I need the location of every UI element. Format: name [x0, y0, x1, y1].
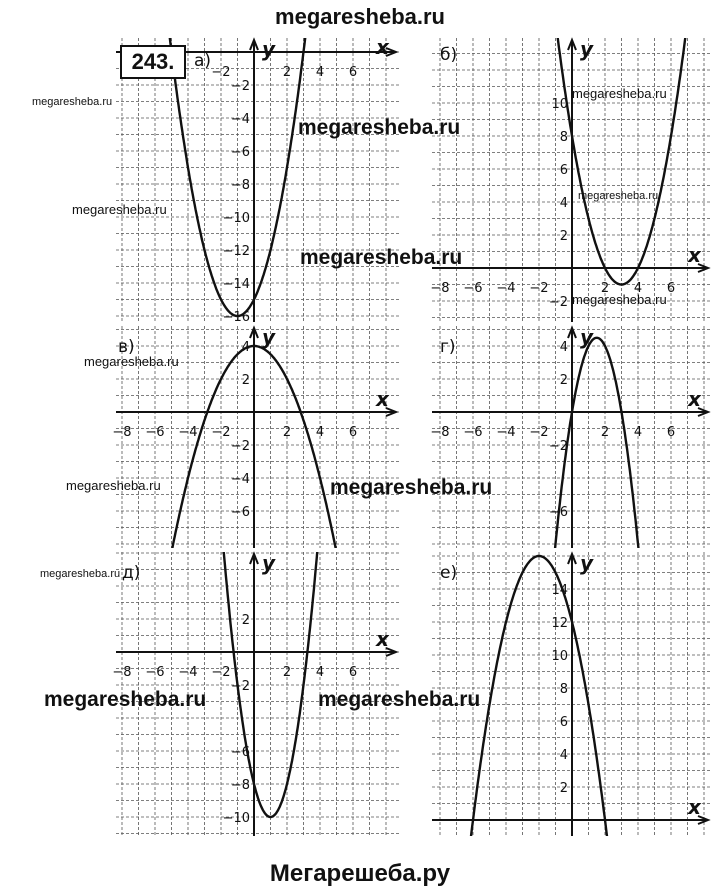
x-tick-label: 4 — [315, 425, 325, 440]
x-tick-label: 4 — [315, 65, 325, 80]
x-tick-label: 6 — [348, 425, 358, 440]
y-tick-label: −2 — [548, 295, 568, 310]
x-tick-label: 4 — [633, 281, 643, 296]
footer-site-title: Мегарешеба.ру — [269, 860, 451, 887]
watermark: megaresheba.ru — [66, 478, 161, 493]
watermark: megaresheba.ru — [40, 568, 121, 580]
x-axis-label: x — [376, 35, 389, 59]
panel-label: а) — [194, 51, 212, 71]
grid — [116, 38, 400, 322]
x-tick-label: −8 — [112, 425, 132, 440]
x-tick-label: 6 — [666, 425, 676, 440]
header-site-title: megaresheba.ru — [275, 4, 445, 29]
x-tick-label: 2 — [282, 665, 292, 680]
y-tick-label: 8 — [559, 682, 568, 697]
x-tick-label: −2 — [529, 425, 549, 440]
x-tick-label: 4 — [315, 665, 325, 680]
y-tick-label: 6 — [559, 163, 568, 178]
y-axis-label: y — [580, 37, 594, 61]
x-tick-label: −6 — [463, 425, 483, 440]
y-tick-label: 14 — [551, 583, 568, 598]
graph-panel — [112, 325, 400, 894]
axes — [116, 40, 396, 322]
panel-label: в) — [118, 337, 135, 357]
x-tick-label: −4 — [178, 425, 198, 440]
watermark: megaresheba.ru — [300, 246, 463, 269]
y-tick-label: −2 — [230, 79, 250, 94]
y-tick-label: 4 — [241, 340, 250, 355]
x-tick-label: −2 — [211, 425, 231, 440]
watermark: megaresheba.ru — [318, 688, 481, 711]
watermark: megaresheba.ru — [572, 292, 667, 307]
y-tick-label: 2 — [241, 613, 250, 628]
y-tick-label: 2 — [241, 373, 250, 388]
y-tick-label: 4 — [559, 748, 568, 763]
y-tick-label: −6 — [230, 505, 250, 520]
y-tick-label: −10 — [222, 211, 250, 226]
graph-panel — [432, 551, 712, 894]
y-tick-label: 12 — [551, 616, 568, 631]
x-tick-label: −6 — [145, 425, 165, 440]
panel-label: б) — [440, 45, 458, 65]
graph-panel — [430, 0, 712, 322]
y-tick-label: −4 — [230, 112, 250, 127]
x-tick-label: −8 — [112, 665, 132, 680]
y-tick-label: −6 — [230, 745, 250, 760]
x-tick-label: −6 — [145, 665, 165, 680]
x-tick-label: 6 — [348, 665, 358, 680]
y-tick-label: 8 — [559, 130, 568, 145]
y-tick-label: 2 — [559, 781, 568, 796]
y-tick-label: 4 — [559, 340, 568, 355]
x-tick-label: −2 — [211, 665, 231, 680]
x-tick-label: −8 — [430, 425, 450, 440]
x-tick-label: 2 — [600, 425, 610, 440]
y-tick-label: −12 — [222, 244, 250, 259]
x-axis-label: x — [688, 387, 701, 411]
watermark: megaresheba.ru — [44, 688, 207, 711]
y-tick-label: −8 — [230, 778, 250, 793]
y-axis-label: y — [262, 551, 276, 575]
x-axis-label: x — [376, 627, 389, 651]
y-tick-label: 2 — [559, 373, 568, 388]
x-tick-label: 2 — [282, 425, 292, 440]
watermark: megaresheba.ru — [84, 354, 179, 369]
watermark: megaresheba.ru — [32, 96, 113, 108]
y-tick-label: −6 — [230, 145, 250, 160]
y-tick-label: −2 — [548, 439, 568, 454]
x-tick-label: 6 — [666, 281, 676, 296]
x-tick-label: −4 — [178, 665, 198, 680]
watermark: megaresheba.ru — [572, 86, 667, 101]
y-tick-label: −14 — [222, 277, 250, 292]
x-axis-label: x — [688, 795, 701, 819]
x-tick-label: −2 — [211, 65, 231, 80]
x-tick-label: 6 — [348, 65, 358, 80]
y-tick-label: 4 — [559, 196, 568, 211]
y-tick-label: −2 — [230, 679, 250, 694]
x-axis-label: x — [376, 387, 389, 411]
y-tick-label: 10 — [551, 97, 568, 112]
problem-number: 243. — [120, 45, 186, 79]
watermark: megaresheba.ru — [72, 202, 167, 217]
x-tick-label: 4 — [633, 425, 643, 440]
watermark: megaresheba.ru — [298, 116, 461, 139]
panel-label: е) — [440, 563, 458, 583]
y-tick-label: 10 — [551, 649, 568, 664]
y-tick-label: −2 — [230, 439, 250, 454]
y-axis-label: y — [580, 325, 594, 349]
x-tick-label: −4 — [496, 425, 516, 440]
x-axis-label: x — [688, 243, 701, 267]
x-tick-label: −6 — [463, 281, 483, 296]
y-tick-label: −10 — [222, 811, 250, 826]
y-tick-label: −4 — [230, 472, 250, 487]
y-tick-label: 6 — [559, 715, 568, 730]
x-tick-label: −4 — [496, 281, 516, 296]
y-tick-label: −8 — [230, 178, 250, 193]
panel-label: г) — [440, 337, 456, 357]
y-axis-label: y — [262, 325, 276, 349]
y-axis-label: y — [580, 551, 594, 575]
x-tick-label: −8 — [430, 281, 450, 296]
panel-label: д) — [122, 563, 141, 583]
watermark: megaresheba.ru — [330, 476, 493, 499]
x-tick-label: 2 — [282, 65, 292, 80]
x-tick-label: 2 — [600, 281, 610, 296]
y-tick-label: −16 — [222, 310, 250, 325]
x-tick-label: −2 — [529, 281, 549, 296]
y-axis-label: y — [262, 37, 276, 61]
y-tick-label: 2 — [559, 229, 568, 244]
y-tick-label: −6 — [548, 505, 568, 520]
watermark: megaresheba.ru — [578, 190, 659, 202]
